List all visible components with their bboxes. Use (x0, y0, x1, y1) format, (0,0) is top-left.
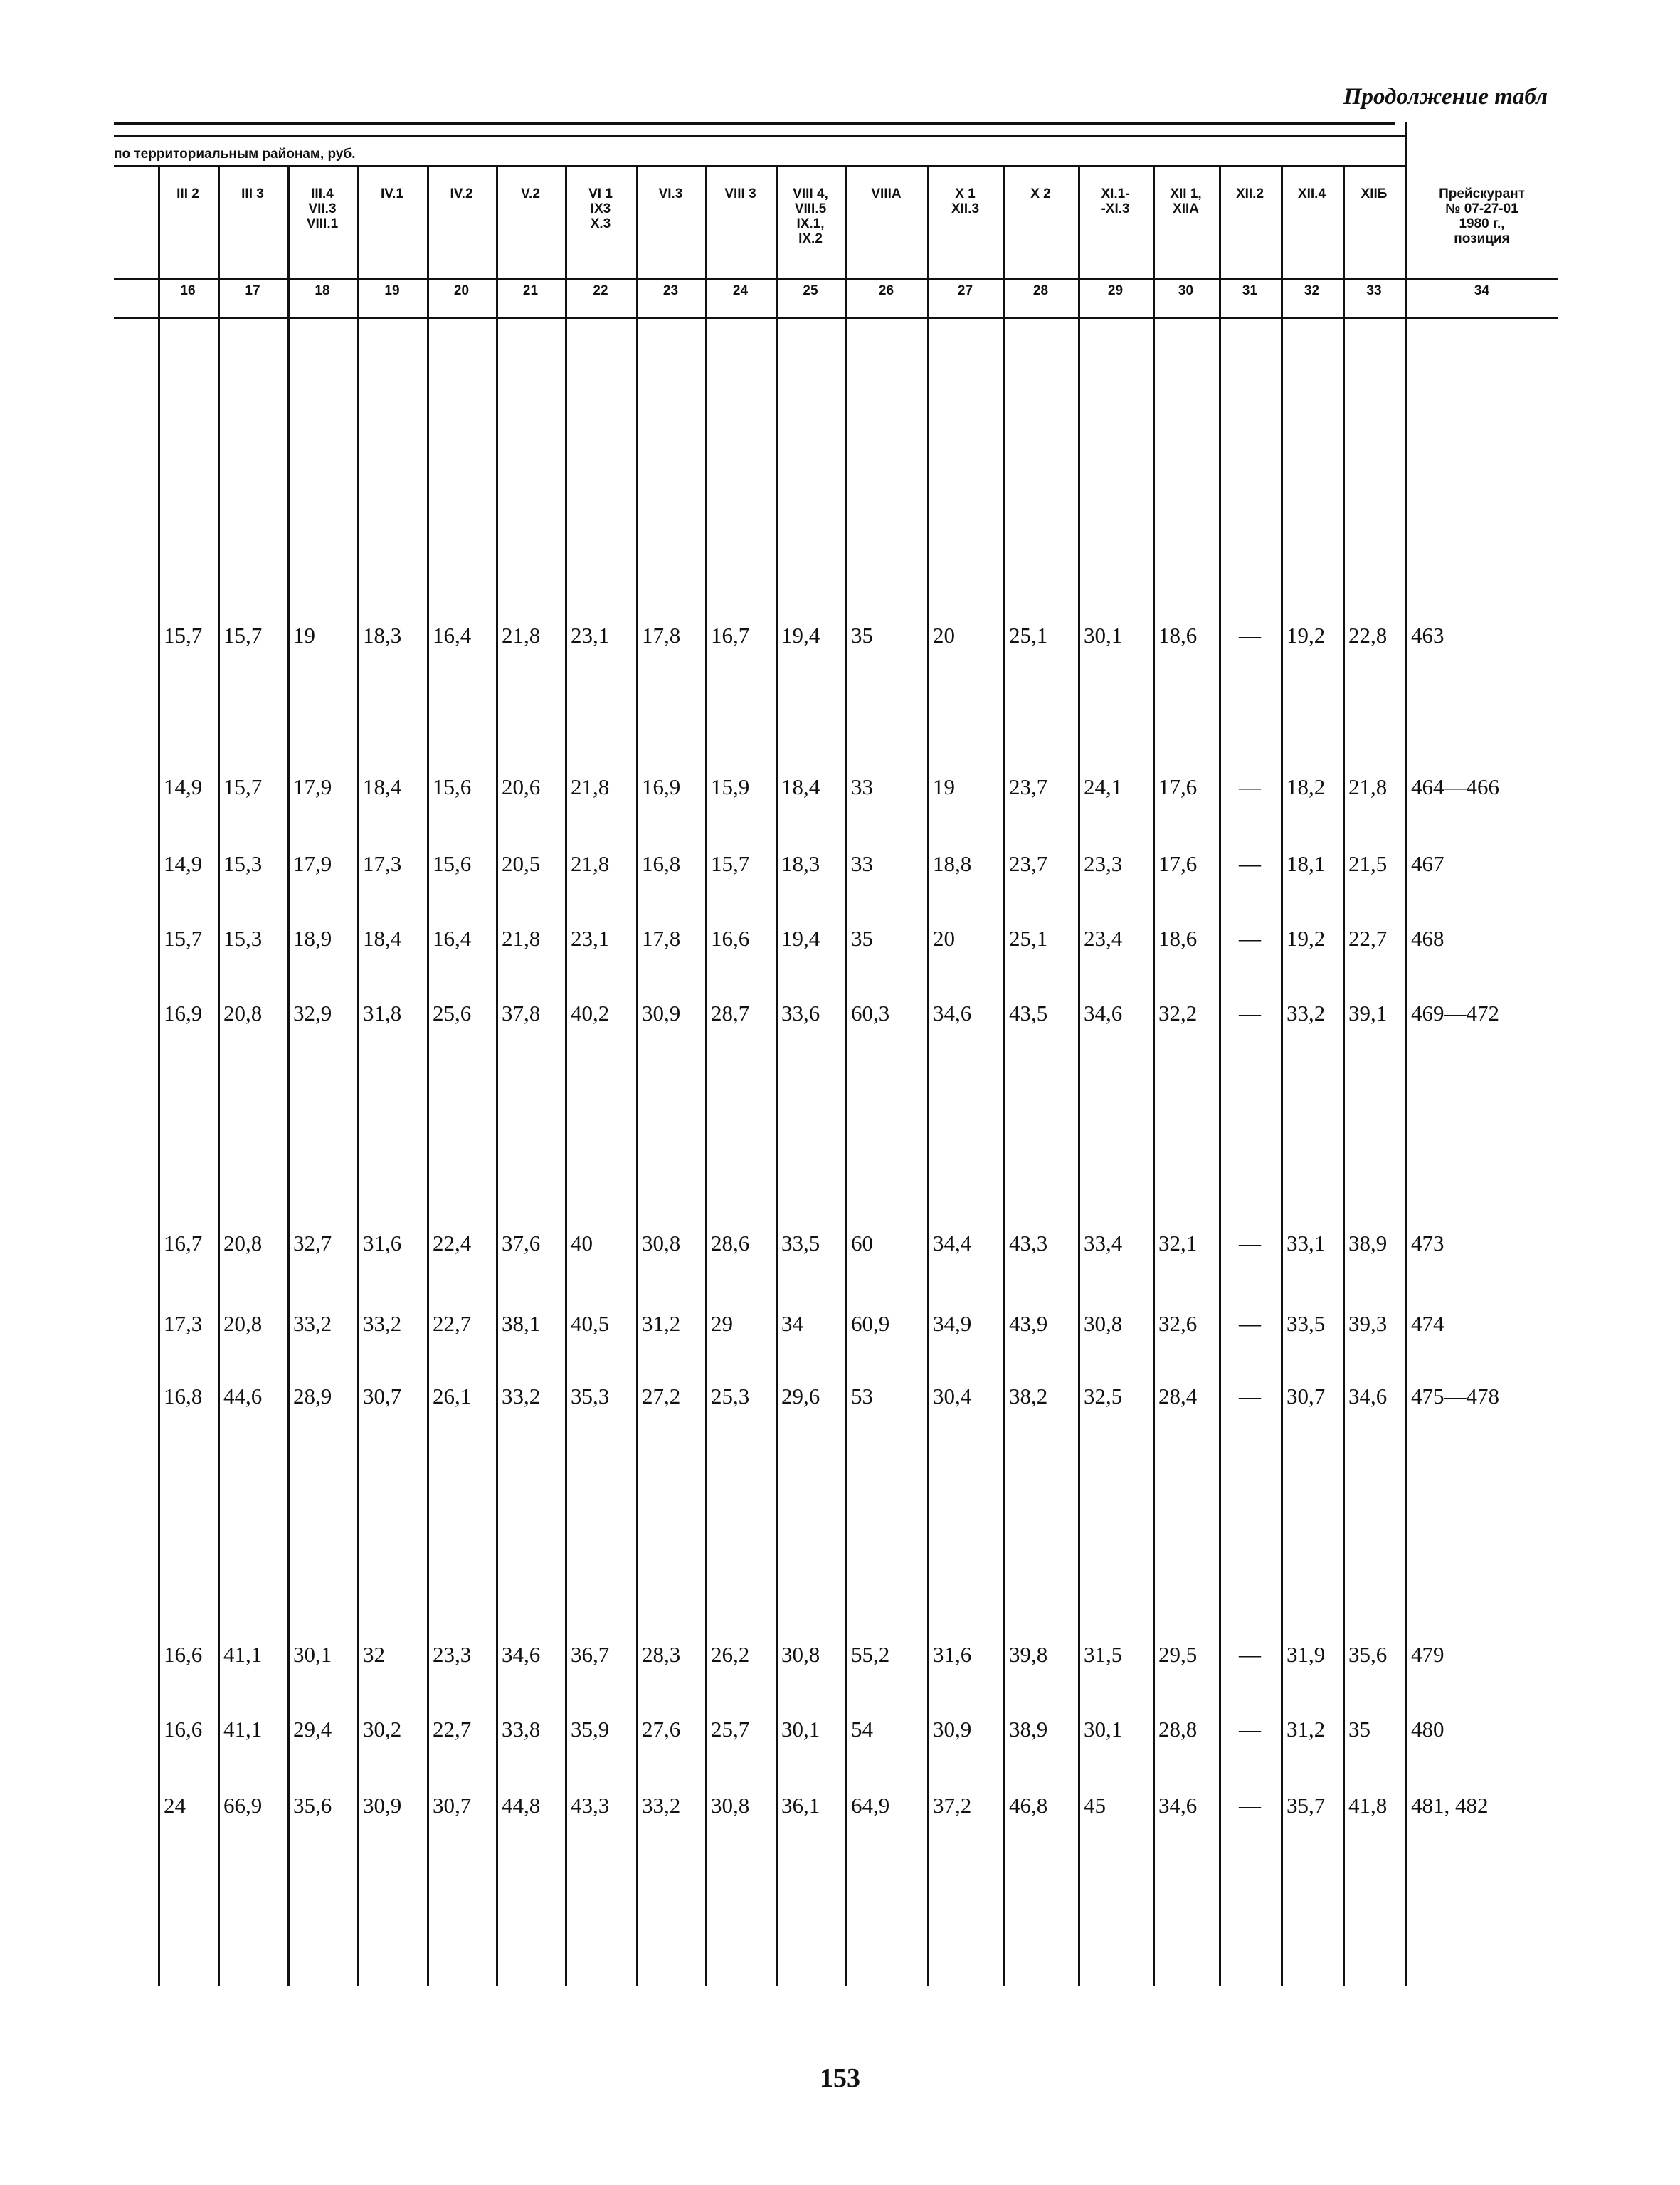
column-rule (705, 165, 707, 1986)
table-cell: 15,7 (223, 623, 263, 648)
table-cell: 23,7 (1009, 851, 1048, 876)
table-cell: 18,6 (1158, 926, 1198, 951)
table-cell: 15,7 (164, 623, 203, 648)
table-cell: 33,2 (363, 1311, 402, 1336)
table-cell: — (1239, 1793, 1261, 1818)
table-cell: 35,7 (1287, 1793, 1326, 1818)
table-cell: 41,1 (223, 1642, 263, 1667)
table-cell: 16,4 (433, 623, 472, 648)
column-header: VIII 3 (724, 186, 756, 201)
table-cell: 30,9 (933, 1717, 972, 1742)
table-cell: 34,6 (1158, 1793, 1198, 1818)
table-cell: 16,9 (164, 1001, 203, 1026)
table-cell: 23,3 (433, 1642, 472, 1667)
table-cell: 39,1 (1348, 1001, 1388, 1026)
table-cell: 28,8 (1158, 1717, 1198, 1742)
table-cell: 468 (1411, 926, 1444, 951)
table-cell: 39,8 (1009, 1642, 1048, 1667)
table-cell: 32 (363, 1642, 385, 1667)
column-number: 29 (1107, 283, 1124, 298)
table-cell: 33,2 (293, 1311, 332, 1336)
table-cell: 28,9 (293, 1384, 332, 1409)
table-cell: 480 (1411, 1717, 1444, 1742)
table-cell: 17,3 (363, 851, 402, 876)
table-cell: 30,7 (433, 1793, 472, 1818)
table-cell: 41,1 (223, 1717, 263, 1742)
table-cell: 18,9 (293, 926, 332, 951)
table-cell: 33,5 (781, 1231, 820, 1255)
table-cell: 39,3 (1348, 1311, 1388, 1336)
column-header: XIIБ (1361, 186, 1388, 201)
table-cell: 38,9 (1009, 1717, 1048, 1742)
table-cell: 16,6 (164, 1717, 203, 1742)
table-cell: 18,4 (781, 774, 820, 799)
table-cell: 20 (933, 623, 955, 648)
table-cell: 31,2 (1287, 1717, 1326, 1742)
table-cell: 54 (851, 1717, 873, 1742)
table-cell: 35 (851, 926, 873, 951)
table-cell: 30,9 (642, 1001, 681, 1026)
column-rule (1078, 165, 1080, 1986)
table-cell: 19,2 (1287, 623, 1326, 648)
table-cell: 28,7 (711, 1001, 750, 1026)
table-cell: 21,8 (502, 926, 541, 951)
table-cell: 60,3 (851, 1001, 890, 1026)
table-cell: 33,8 (502, 1717, 541, 1742)
table-cell: 23,4 (1084, 926, 1123, 951)
table-cell: 21,8 (1348, 774, 1388, 799)
table-cell: 32,2 (1158, 1001, 1198, 1026)
table-cell: 26,1 (433, 1384, 472, 1409)
column-header: XII.2 (1235, 186, 1264, 201)
column-number: 17 (245, 283, 260, 298)
table-cell: 17,6 (1158, 774, 1198, 799)
table-cell: 32,1 (1158, 1231, 1198, 1255)
table-cell: 474 (1411, 1311, 1444, 1336)
table-cell: 25,3 (711, 1384, 750, 1409)
table-cell: 14,9 (164, 851, 203, 876)
table-cell: 28,3 (642, 1642, 681, 1667)
table-cell: 16,7 (164, 1231, 203, 1255)
table-cell: 16,4 (433, 926, 472, 951)
table-cell: 32,6 (1158, 1311, 1198, 1336)
table-cell: 20,5 (502, 851, 541, 876)
table-cell: 38,2 (1009, 1384, 1048, 1409)
table-cell: — (1239, 1717, 1261, 1742)
table-cell: 17,8 (642, 623, 681, 648)
table-cell: 18,3 (781, 851, 820, 876)
table-cell: 479 (1411, 1642, 1444, 1667)
column-number: 32 (1304, 283, 1320, 298)
column-header: VIIIA (871, 186, 902, 201)
table-cell: 18,4 (363, 774, 402, 799)
table-cell: 17,6 (1158, 851, 1198, 876)
table-cell: 43,5 (1009, 1001, 1048, 1026)
table-cell: 66,9 (223, 1793, 263, 1818)
column-number: 25 (803, 283, 818, 298)
table-cell: 53 (851, 1384, 873, 1409)
table-cell: 34,6 (1348, 1384, 1388, 1409)
table-cell: 36,1 (781, 1793, 820, 1818)
table-cell: 31,8 (363, 1001, 402, 1026)
table-cell: 19,4 (781, 623, 820, 648)
column-rule (776, 165, 778, 1986)
column-header: XII.4 (1297, 186, 1326, 201)
table-cell: 22,7 (1348, 926, 1388, 951)
table-cell: 31,2 (642, 1311, 681, 1336)
table-cell: 31,6 (933, 1642, 972, 1667)
table-cell: 20 (933, 926, 955, 951)
table-cell: 30,8 (1084, 1311, 1123, 1336)
table-cell: 35 (1348, 1717, 1370, 1742)
header-subtitle-rule (114, 165, 1405, 167)
table-cell: 473 (1411, 1231, 1444, 1255)
table-cell: 30,1 (1084, 623, 1123, 648)
table-cell: 19,4 (781, 926, 820, 951)
table-cell: 25,7 (711, 1717, 750, 1742)
table-cell: 464—466 (1411, 774, 1499, 799)
table-cell: — (1239, 926, 1261, 951)
table-cell: 23,1 (571, 926, 610, 951)
table-cell: 22,8 (1348, 623, 1388, 648)
table-cell: 17,9 (293, 774, 332, 799)
column-number: 20 (453, 283, 470, 298)
table-cell: 29 (711, 1311, 733, 1336)
table-cell: 30,8 (781, 1642, 820, 1667)
column-rule (427, 165, 429, 1986)
column-header: IV.1 (380, 186, 404, 201)
table-cell: 24 (164, 1793, 186, 1818)
column-header: VI.3 (658, 186, 683, 201)
table-cell: 55,2 (851, 1642, 890, 1667)
table-cell: 35 (851, 623, 873, 648)
table-cell: 37,6 (502, 1231, 541, 1255)
table-cell: 40 (571, 1231, 593, 1255)
table-cell: 44,6 (223, 1384, 263, 1409)
table-cell: 31,6 (363, 1231, 402, 1255)
table-cell: 17,8 (642, 926, 681, 951)
column-number: 19 (384, 283, 400, 298)
table-cell: 25,1 (1009, 623, 1048, 648)
table-cell: 19 (293, 623, 315, 648)
table-cell: 37,2 (933, 1793, 972, 1818)
column-rule (565, 165, 567, 1986)
column-rule (636, 165, 638, 1986)
table-cell: 18,8 (933, 851, 972, 876)
table-cell: 60 (851, 1231, 873, 1255)
table-cell: 20,8 (223, 1231, 263, 1255)
column-number: 24 (732, 283, 749, 298)
column-number: 23 (662, 283, 679, 298)
table-cell: 40,2 (571, 1001, 610, 1026)
column-rule (1153, 165, 1155, 1986)
column-rule (1405, 122, 1407, 1986)
table-cell: 17,3 (164, 1311, 203, 1336)
table-cell: 475—478 (1411, 1384, 1499, 1409)
column-number: 31 (1242, 283, 1258, 298)
table-cell: 29,4 (293, 1717, 332, 1742)
column-header: V.2 (521, 186, 540, 201)
table-cell: 16,8 (164, 1384, 203, 1409)
table-cell: 33,4 (1084, 1231, 1123, 1255)
column-rule (927, 165, 929, 1986)
table-cell: — (1239, 851, 1261, 876)
table-cell: 30,7 (1287, 1384, 1326, 1409)
table-cell: 45 (1084, 1793, 1106, 1818)
table-cell: — (1239, 623, 1261, 648)
table-cell: 33,2 (642, 1793, 681, 1818)
table-cell: 35,3 (571, 1384, 610, 1409)
table-cell: 15,6 (433, 851, 472, 876)
table-cell: 17,9 (293, 851, 332, 876)
table-cell: 28,6 (711, 1231, 750, 1255)
table-cell: 15,7 (223, 774, 263, 799)
table-cell: 16,8 (642, 851, 681, 876)
table-cell: 18,2 (1287, 774, 1326, 799)
column-header: X 1 XII.3 (951, 186, 980, 216)
table-cell: 33,1 (1287, 1231, 1326, 1255)
column-rule (158, 165, 160, 1986)
column-header: Прейскурант № 07-27-01 1980 г., позиция (1439, 186, 1525, 246)
page-number: 153 (820, 2063, 860, 2093)
table-cell: 43,9 (1009, 1311, 1048, 1336)
column-header: XI.1- -XI.3 (1101, 186, 1130, 216)
table-cell: 29,6 (781, 1384, 820, 1409)
header-bottom-rule (114, 317, 1558, 319)
table-cell: 18,6 (1158, 623, 1198, 648)
table-cell: 34,4 (933, 1231, 972, 1255)
column-number: 18 (315, 283, 330, 298)
table-cell: 22,7 (433, 1311, 472, 1336)
table-cell: 20,8 (223, 1001, 263, 1026)
column-rule (287, 165, 290, 1986)
table-cell: 37,8 (502, 1001, 541, 1026)
table-cell: 40,5 (571, 1311, 610, 1336)
column-rule (218, 165, 220, 1986)
table-cell: 21,8 (571, 774, 610, 799)
table-cell: 16,9 (642, 774, 681, 799)
top-rule (114, 122, 1395, 125)
table-cell: 23,7 (1009, 774, 1048, 799)
continuation-label: Продолжение табл (1343, 84, 1548, 110)
column-header: VI 1 IX3 X.3 (588, 186, 613, 231)
table-cell: 19 (933, 774, 955, 799)
table-cell: 16,6 (711, 926, 750, 951)
column-rule (845, 165, 847, 1986)
table-cell: 19,2 (1287, 926, 1326, 951)
table-cell: 34,6 (502, 1642, 541, 1667)
table-cell: 15,9 (711, 774, 750, 799)
table-cell: 16,6 (164, 1642, 203, 1667)
table-cell: 32,9 (293, 1001, 332, 1026)
table-cell: 35,9 (571, 1717, 610, 1742)
table-cell: 21,8 (571, 851, 610, 876)
table-cell: 33,5 (1287, 1311, 1326, 1336)
table-cell: 34,9 (933, 1311, 972, 1336)
column-rule (1281, 165, 1283, 1986)
header-top-rule (114, 135, 1405, 137)
table-cell: 27,6 (642, 1717, 681, 1742)
table-cell: 30,8 (642, 1231, 681, 1255)
table-cell: 27,2 (642, 1384, 681, 1409)
column-rule (1219, 165, 1221, 1986)
table-cell: 33,6 (781, 1001, 820, 1026)
table-cell: 64,9 (851, 1793, 890, 1818)
column-rule (357, 165, 359, 1986)
column-number: 30 (1178, 283, 1194, 298)
column-number: 26 (878, 283, 894, 298)
table-cell: 30,9 (363, 1793, 402, 1818)
column-header: III 3 (241, 186, 264, 201)
table-cell: 32,5 (1084, 1384, 1123, 1409)
table-cell: 33,2 (1287, 1001, 1326, 1026)
table-cell: 16,7 (711, 623, 750, 648)
table-cell: 30,1 (781, 1717, 820, 1742)
table-cell: 463 (1411, 623, 1444, 648)
table-cell: 18,1 (1287, 851, 1326, 876)
column-number: 27 (957, 283, 973, 298)
table-cell: 36,7 (571, 1642, 610, 1667)
table-cell: 14,9 (164, 774, 203, 799)
table-cell: 41,8 (1348, 1793, 1388, 1818)
table-cell: 31,9 (1287, 1642, 1326, 1667)
table-cell: 15,3 (223, 851, 263, 876)
table-cell: 33,2 (502, 1384, 541, 1409)
column-number: 28 (1032, 283, 1049, 298)
table-cell: 60,9 (851, 1311, 890, 1336)
table-cell: — (1239, 1001, 1261, 1026)
table-cell: 31,5 (1084, 1642, 1123, 1667)
table-cell: 30,8 (711, 1793, 750, 1818)
table-cell: 20,8 (223, 1311, 263, 1336)
table-cell: 34 (781, 1311, 803, 1336)
table-cell: 34,6 (1084, 1001, 1123, 1026)
table-cell: 15,7 (711, 851, 750, 876)
table-cell: 44,8 (502, 1793, 541, 1818)
column-header: III.4 VII.3 VIII.1 (306, 186, 339, 231)
table-cell: 26,2 (711, 1642, 750, 1667)
table-cell: 22,4 (433, 1231, 472, 1255)
table-cell: 30,4 (933, 1384, 972, 1409)
table-cell: 30,1 (1084, 1717, 1123, 1742)
table-cell: — (1239, 1642, 1261, 1667)
table-cell: 38,9 (1348, 1231, 1388, 1255)
table-cell: 481, 482 (1411, 1793, 1489, 1818)
table-cell: 35,6 (293, 1793, 332, 1818)
column-number: 16 (180, 283, 196, 298)
column-rule (496, 165, 498, 1986)
table-cell: 38,1 (502, 1311, 541, 1336)
table-cell: 33 (851, 774, 873, 799)
table-cell: 25,1 (1009, 926, 1048, 951)
table-cell: 21,8 (502, 623, 541, 648)
table-cell: 15,7 (164, 926, 203, 951)
table-cell: 23,3 (1084, 851, 1123, 876)
column-header: XII 1, XIIA (1170, 186, 1202, 216)
table-cell: — (1239, 1311, 1261, 1336)
table-cell: 18,3 (363, 623, 402, 648)
table-cell: 15,6 (433, 774, 472, 799)
column-number: 22 (593, 283, 608, 298)
table-cell: 20,6 (502, 774, 541, 799)
table-cell: 34,6 (933, 1001, 972, 1026)
table-cell: 25,6 (433, 1001, 472, 1026)
column-header: VIII 4, VIII.5 IX.1, IX.2 (793, 186, 828, 246)
header-number-rule (114, 278, 1558, 280)
column-header: X 2 (1030, 186, 1051, 201)
column-header: IV.2 (450, 186, 473, 201)
table-cell: 22,7 (433, 1717, 472, 1742)
column-number: 21 (522, 283, 539, 298)
table-cell: 30,7 (363, 1384, 402, 1409)
table-cell: 28,4 (1158, 1384, 1198, 1409)
column-number: 33 (1366, 283, 1382, 298)
column-rule (1003, 165, 1005, 1986)
table-cell: 30,1 (293, 1642, 332, 1667)
column-number: 34 (1474, 283, 1490, 298)
table-cell: 18,4 (363, 926, 402, 951)
table-cell: 23,1 (571, 623, 610, 648)
table-cell: 32,7 (293, 1231, 332, 1255)
table-cell: — (1239, 774, 1261, 799)
table-cell: 467 (1411, 851, 1444, 876)
table-cell: 33 (851, 851, 873, 876)
table-cell: 43,3 (1009, 1231, 1048, 1255)
table-cell: 35,6 (1348, 1642, 1388, 1667)
table-cell: 21,5 (1348, 851, 1388, 876)
table-cell: 24,1 (1084, 774, 1123, 799)
table-cell: — (1239, 1231, 1261, 1255)
table-cell: 43,3 (571, 1793, 610, 1818)
table-cell: — (1239, 1384, 1261, 1409)
table-cell: 469—472 (1411, 1001, 1499, 1026)
table-cell: 30,2 (363, 1717, 402, 1742)
table-cell: 15,3 (223, 926, 263, 951)
table-cell: 29,5 (1158, 1642, 1198, 1667)
table-cell: 46,8 (1009, 1793, 1048, 1818)
table-subtitle: по территориальным районам, руб. (114, 147, 356, 162)
column-header: III 2 (176, 186, 199, 201)
column-rule (1343, 165, 1345, 1986)
